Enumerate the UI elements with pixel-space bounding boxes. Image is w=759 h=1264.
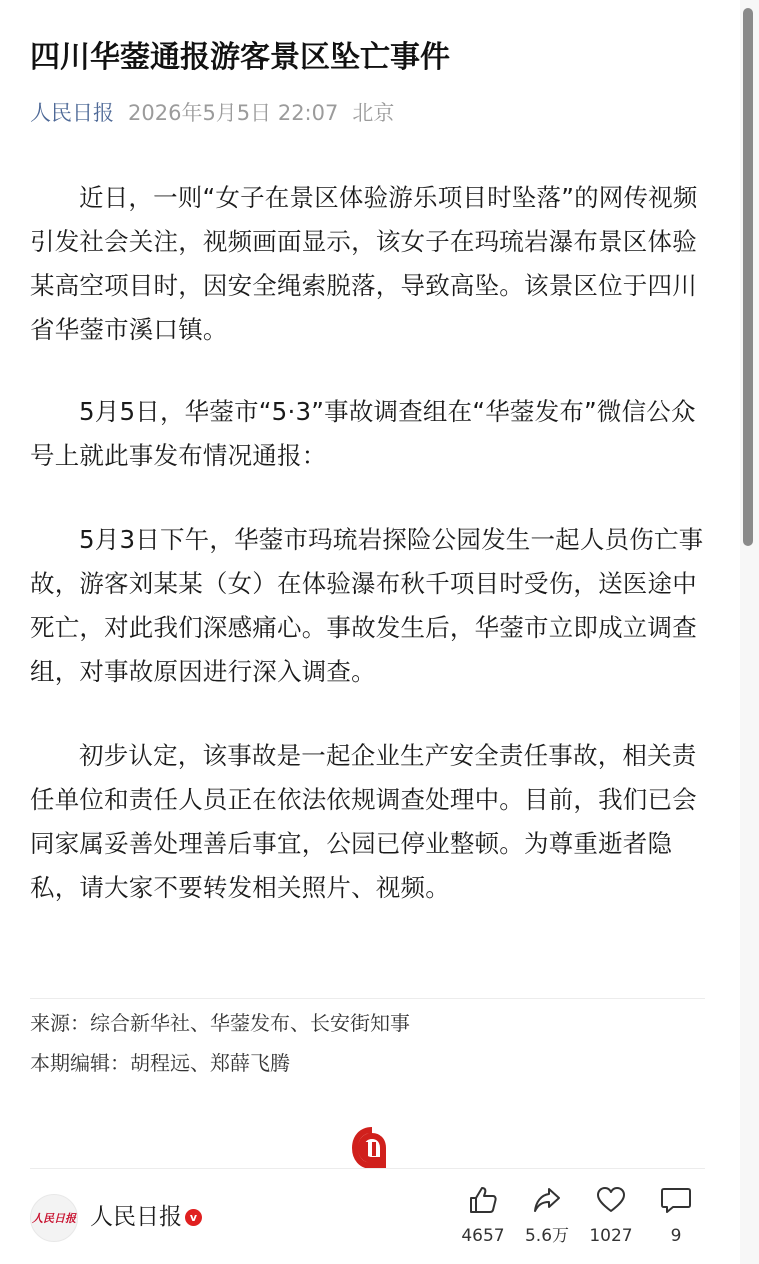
author-name[interactable] bbox=[90, 1202, 202, 1232]
thumbs-up-icon bbox=[468, 1186, 498, 1214]
editor-credit: 本期编辑：胡程远、郑薛飞腾 bbox=[30, 1051, 290, 1075]
bottom-bar-divider bbox=[30, 1168, 705, 1169]
comment-button[interactable] bbox=[641, 1186, 711, 1248]
like-button[interactable] bbox=[448, 1186, 518, 1248]
comment-icon bbox=[660, 1186, 692, 1214]
article-paragraph: 5月3日下午，华蓥市玛琉岩探险公园发生一起人员伤亡事故，游客刘某某（女）在体验瀑布秋千项目时受伤，送医途中死亡，对此我们深感痛心。事故发生后，华蓥市立即成立调查组，对事故原因进行深入调查。 bbox=[30, 525, 704, 686]
author-avatar[interactable] bbox=[30, 1194, 78, 1242]
share-count: 5.6万 bbox=[524, 1226, 570, 1246]
divider bbox=[30, 998, 705, 999]
share-icon bbox=[532, 1186, 562, 1214]
article-paragraph: 初步认定，该事故是一起企业生产安全责任事故，相关责任单位和责任人员正在依法依规调查处理中。目前，我们已会同家属妥善处理善后事宜，公园已停业整顿。为尊重逝者隐私，请大家不要转发相关照片、视频。 bbox=[30, 741, 697, 902]
comment-count: 9 bbox=[670, 1226, 682, 1246]
avatar-logo-text: 人民日报 bbox=[32, 1212, 76, 1225]
article-paragraph: 近日，一则“女子在景区体验游乐项目时坠落”的网传视频引发社会关注，视频画面显示，该女子在玛琉岩瀑布景区体验某高空项目时，因安全绳索脱落，导致高坠。该景区位于四川省华蓥市溪口镇。 bbox=[30, 183, 698, 344]
people-daily-logo bbox=[352, 1126, 392, 1168]
heart-icon bbox=[596, 1186, 626, 1214]
verified-icon: v bbox=[185, 1209, 202, 1226]
favorite-button[interactable] bbox=[576, 1186, 646, 1248]
favorite-count: 1027 bbox=[589, 1226, 633, 1246]
scrollbar-track[interactable] bbox=[740, 0, 759, 1264]
share-button[interactable] bbox=[512, 1186, 582, 1248]
scrollbar-thumb[interactable] bbox=[743, 8, 753, 546]
article-location: 北京 bbox=[352, 101, 395, 125]
article-paragraph: 5月5日，华蓥市“5·3”事故调查组在“华蓥发布”微信公众号上就此事发布情况通报： bbox=[30, 397, 696, 470]
article-meta bbox=[30, 98, 394, 128]
article-title: 四川华蓥通报游客景区坠亡事件 bbox=[30, 40, 450, 75]
author-name-label: 人民日报 bbox=[90, 1204, 182, 1230]
source-credit: 来源：综合新华社、华蓥发布、长安街知事 bbox=[30, 1011, 410, 1035]
like-count: 4657 bbox=[461, 1226, 505, 1246]
article-datetime: 2026年5月5日 22:07 bbox=[128, 101, 339, 125]
article-source-link[interactable]: 人民日报 bbox=[30, 101, 114, 125]
